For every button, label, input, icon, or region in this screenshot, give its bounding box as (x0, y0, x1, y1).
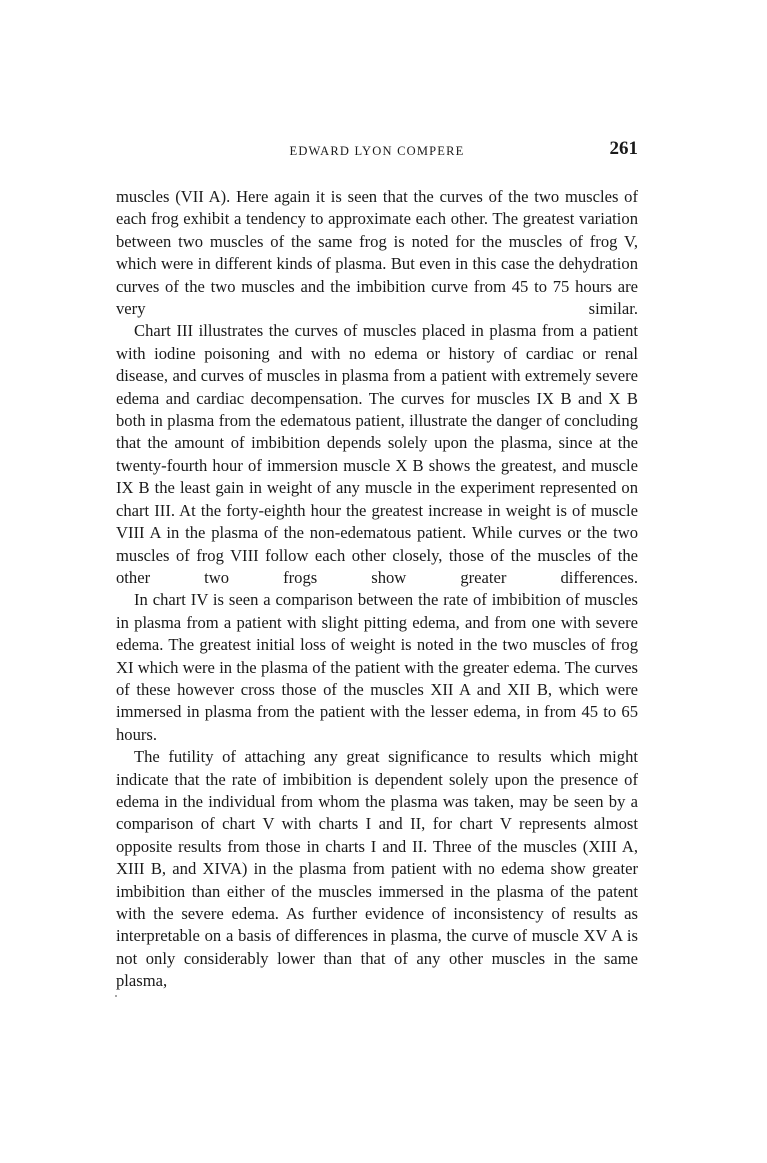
running-header (116, 138, 638, 168)
paragraph-2: Chart III illustrates the curves of muscles placed in plasma from a patient with iodine poisoning and with no edema or history of cardiac or renal disease, and curves of muscles in plasma from a patient with extremely severe edema and cardiac decompensation. The curves for muscles IX B and X B both in plasma from the edematous patient, illustrate the danger of concluding that the amount of imbibition depends solely upon the plasma, since at the twenty-fourth hour of immersion muscle X B shows the greatest, and muscle IX B the least gain in weight of any muscle in the experiment represented on chart III. At the forty-eighth hour the greatest increase in weight is of muscle VIII A in the plasma of the non-edematous patient. While curves or the two muscles of frog VIII follow each other closely, those of the muscles of the other two frogs show greater differences. (116, 321, 638, 587)
page-number: 261 (609, 138, 638, 159)
paragraph-1: muscles (VII A). Here again it is seen that the curves of the two muscles of each frog exhibit a tendency to approximate each other. The greatest variation between two muscles of the same frog is noted for the muscles of frog V, which were in different kinds of plasma. But even in this case the dehydration curves of the two muscles and the imbibition curve from 45 to 75 hours are very similar. (116, 187, 638, 319)
body-text (116, 186, 638, 993)
paragraph-3: In chart IV is seen a comparison between the rate of imbibition of muscles in plasma from a patient with slight pitting edema, and from one with severe edema. The greatest initial loss of weight is noted in the two muscles of frog XI which were in the plasma of the patient with the greater edema. The curves of these however cross those of the muscles XII A and XII B, which were immersed in plasma from the patient with the lesser edema, in from 45 to 65 hours. (116, 590, 638, 744)
document-page (116, 138, 638, 993)
scan-speck (115, 995, 117, 997)
paragraph-4: The futility of attaching any great significance to results which might indicate that the rate of imbibition is dependent solely upon the presence of edema in the individual from whom the plasma was taken, may be seen by a comparison of chart V with charts I and II, for chart V represents almost opposite results from those in charts I and II. Three of the muscles (XIII A, XIII B, and XIVA) in the plasma from patient with no edema show greater imbibition than either of the muscles immersed in the plasma of the patent with the severe edema. As further evidence of inconsistency of results as interpretable on a basis of differences in plasma, the curve of muscle XV A is not only considerably lower than that of any other muscles in the same plasma, (116, 747, 638, 991)
running-title: EDWARD LYON COMPERE (289, 144, 465, 158)
